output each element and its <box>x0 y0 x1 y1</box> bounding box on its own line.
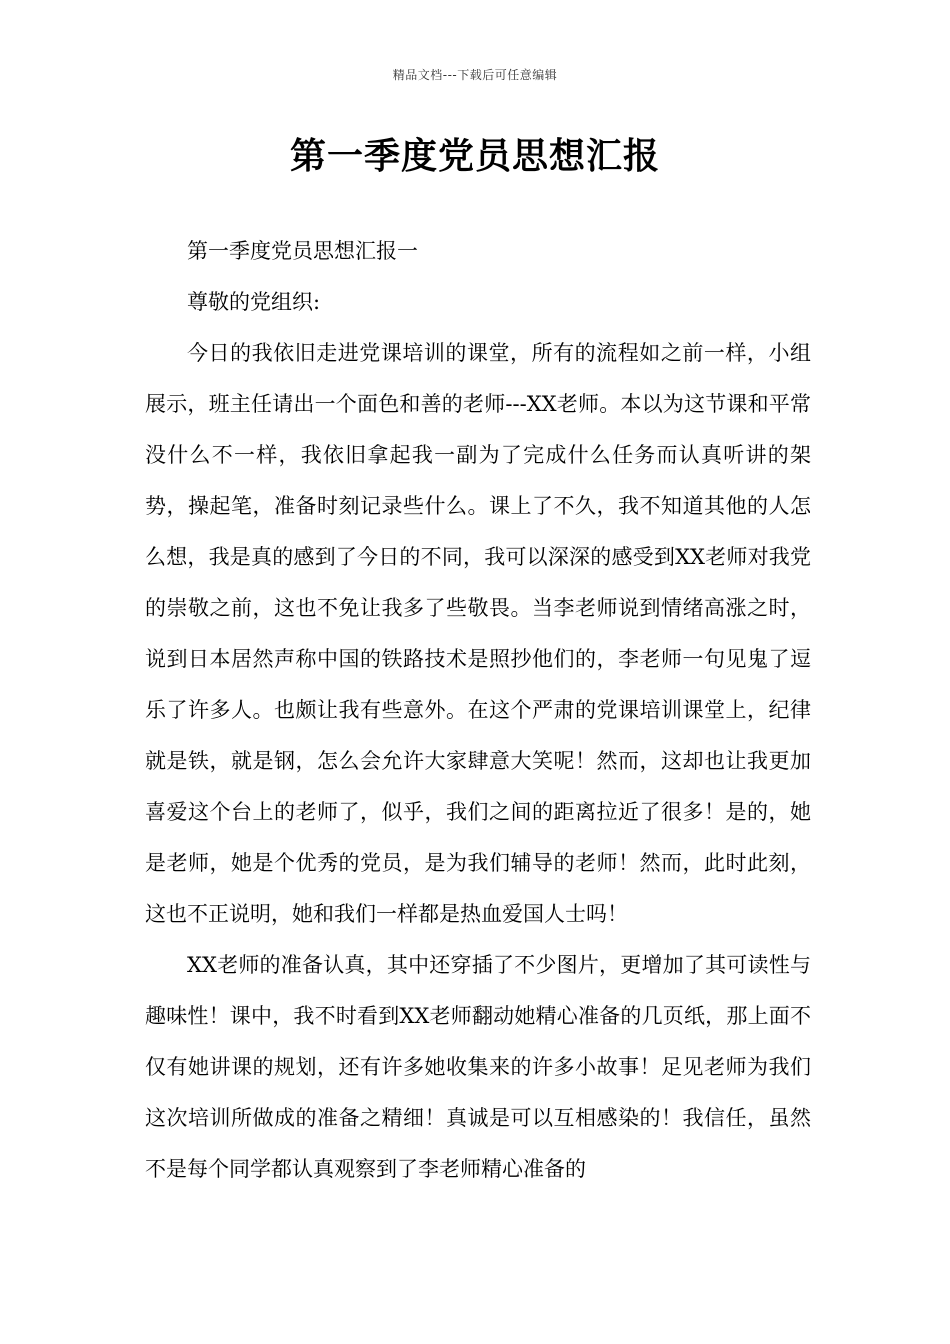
body-paragraph: 今日的我依旧走进党课培训的课堂，所有的流程如之前一样，小组展示，班主任请出一个面色和善的老师---XX老师。本以为这节课和平常没什么不一样，我依旧拿起我一副为了完成什么任务而认真听讲的架势，操起笔，准备时刻记录些什么。课上了不久，我不知道其他的人怎么想，我是真的感到了今日的不同，我可以深深的感受到XX老师对我党的崇敬之前，这也不免让我多了些敬畏。当李老师说到情绪高涨之时，说到日本居然声称中国的铁路技术是照抄他们的，李老师一句见鬼了逗乐了许多人。也颇让我有些意外。在这个严肃的党课培训课堂上，纪律就是铁，就是钢，怎么会允许大家肆意大笑呢！然而，这却也让我更加喜爱这个台上的老师了，似乎，我们之间的距离拉近了很多！是的，她是老师，她是个优秀的党员，是为我们辅导的老师！然而，此时此刻，这也不正说明，她和我们一样都是热血爱国人士吗！ <box>145 341 811 926</box>
header-note: 精品文档---下载后可任意编辑 <box>392 68 558 82</box>
document-body <box>145 226 811 1195</box>
document-subtitle: 第一季度党员思想汇报一 <box>187 239 418 263</box>
salutation: 尊敬的党组织: <box>187 290 321 314</box>
body-paragraph: XX老师的准备认真，其中还穿插了不少图片，更增加了其可读性与趣味性！课中，我不时看到XX老师翻动她精心准备的几页纸，那上面不仅有她讲课的规划，还有许多她收集来的许多小故事！足见老师为我们这次培训所做成的准备之精细！真诚是可以互相感染的！我信任，虽然不是每个同学都认真观察到了李老师精心准备的 <box>145 953 811 1181</box>
document-title: 第一季度党员思想汇报 <box>289 136 660 177</box>
